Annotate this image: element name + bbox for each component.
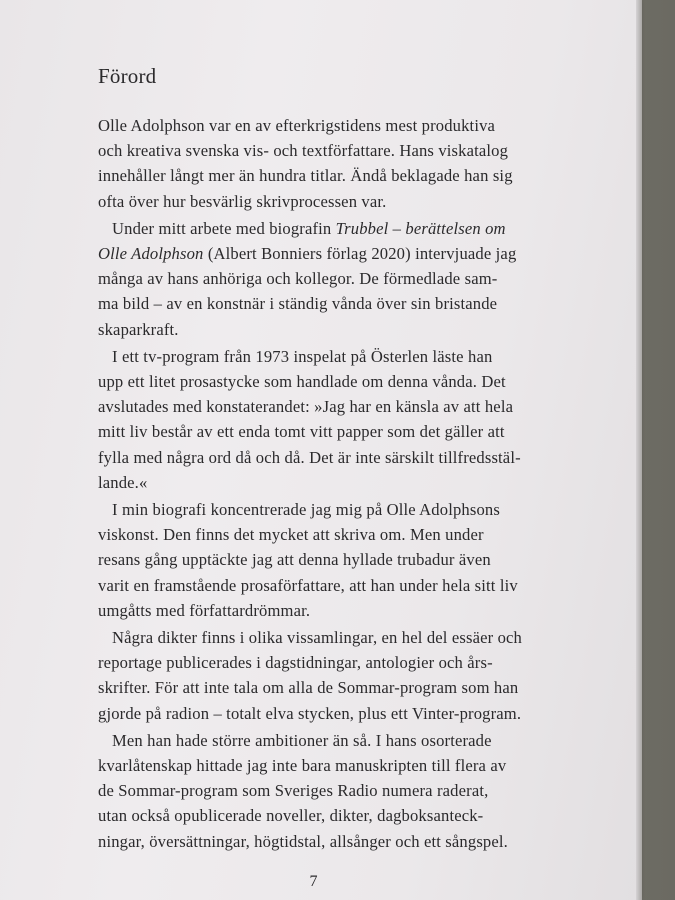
paragraph-6 — [98, 728, 548, 854]
text-line: varit en framstående prosaförfattare, att han under hela sitt liv — [98, 575, 518, 595]
text-line — [98, 241, 548, 266]
text-line: och kreativa svenska vis- och textförfattare. Hans viskatalog — [98, 141, 509, 161]
paragraph-5 — [98, 625, 548, 726]
body-text — [98, 113, 548, 854]
paragraph-2 — [98, 216, 548, 342]
text-line: I min biografi koncentrerade jag mig på Olle Adolphsons — [112, 500, 500, 520]
text-line: ningar, översättningar, högtidstal, allsånger och ett sångspel. — [98, 831, 508, 851]
text-line: ma bild – av en konstnär i ständig vånda över sin bristande — [98, 294, 498, 314]
text-line: skaparkraft. — [98, 319, 179, 339]
page-title: Förord — [98, 64, 157, 88]
page-content — [98, 64, 548, 856]
text-line: Några dikter finns i olika vissamlingar, en hel del essäer och — [112, 628, 522, 648]
text-line: avslutades med konstaterandet: »Jag har en känsla av att hela — [98, 397, 514, 417]
text-line: viskonst. Den finns det mycket att skriva om. Men under — [98, 525, 484, 545]
text-line: upp ett litet prosastycke som handlade om denna vånda. Det — [98, 372, 506, 392]
text-line: reportage publicerades i dagstidningar, antologier och års- — [98, 653, 493, 673]
text-line: kvarlåtenskap hittade jag inte bara manuskripten till flera av — [98, 756, 507, 776]
paragraph-3 — [98, 344, 548, 495]
text-line: resans gång upptäckte jag att denna hyllade trubadur även — [98, 550, 491, 570]
text-line: gjorde på radion – totalt elva stycken, plus ett Vinter-program. — [98, 703, 522, 723]
text-line: utan också opublicerade noveller, dikter, dagboksanteck- — [98, 806, 484, 826]
text-line: I ett tv-program från 1973 inspelat på Österlen läste han — [112, 346, 493, 366]
text-line: fylla med några ord då och då. Det är inte särskilt tillfredsstäl- — [98, 447, 521, 467]
text-line: ofta över hur besvärlig skrivprocessen var. — [98, 191, 387, 211]
text-segment: (Albert Bonniers förlag 2020) intervjuade jag — [203, 244, 517, 264]
text-line — [98, 216, 548, 241]
paragraph-4 — [98, 497, 548, 623]
text-line: innehåller långt mer än hundra titlar. Ändå beklagade han sig — [98, 166, 513, 186]
text-line: de Sommar-program som Sveriges Radio numera raderat, — [98, 781, 489, 801]
text-line: umgåtts med författardrömmar. — [98, 600, 311, 620]
page-number: 7 — [309, 873, 318, 890]
book-title-italic: Trubbel – berättelsen om — [335, 218, 506, 238]
paragraph-1 — [98, 113, 548, 214]
page-edge — [636, 0, 642, 900]
text-line: lande.« — [98, 472, 148, 492]
text-line: skrifter. För att inte tala om alla de Sommar-program som han — [98, 678, 519, 698]
text-line: många av hans anhöriga och kollegor. De förmedlade sam- — [98, 269, 498, 289]
text-line: mitt liv består av ett enda tomt vitt papper som det gäller att — [98, 422, 505, 442]
text-line: Olle Adolphson var en av efterkrigstidens mest produktiva — [98, 116, 496, 135]
book-title-italic: Olle Adolphson — [98, 244, 204, 264]
text-line: Men han hade större ambitioner än så. I hans osorterade — [112, 730, 492, 750]
text-segment: Under mitt arbete med biografin — [112, 218, 336, 238]
